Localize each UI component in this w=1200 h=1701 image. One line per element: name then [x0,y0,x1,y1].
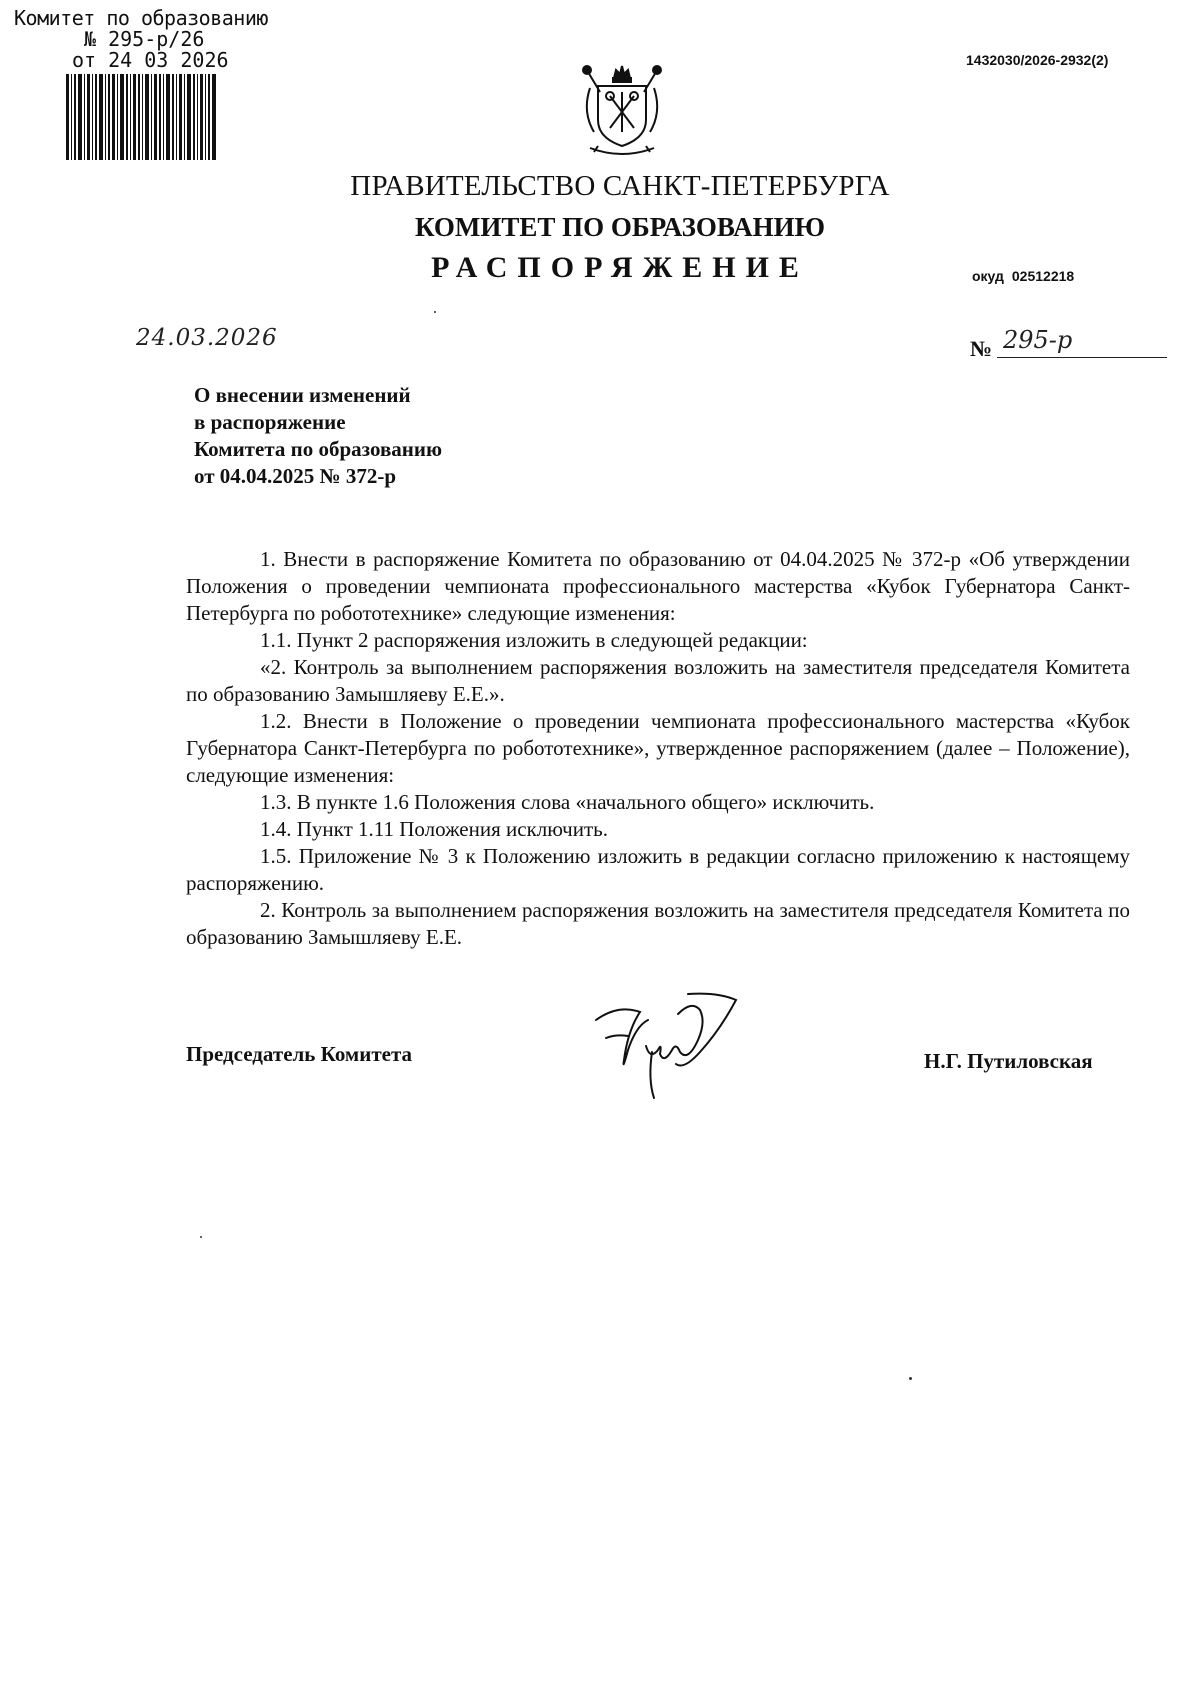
committee-title: КОМИТЕТ ПО ОБРАЗОВАНИЮ [414,212,826,242]
signatory-name: Н.Г. Путиловская [924,1049,1093,1073]
coat-of-arms-icon [576,62,668,162]
okud-label: окуд [972,268,1004,284]
scan-speck [909,1377,912,1380]
subject-line: О внесении изменений [194,383,411,407]
document-subject [194,382,442,490]
paragraph-1: 1. Внести в распоряжение Комитета по образованию от 04.04.2025 № 372-р «Об утверждении Положения о проведении чемпионата профессионального мастерства «Кубок Губернатора Санкт-Петербурга по робототехнике» следующие изменения: [186,547,1130,625]
okud-code [972,268,1074,284]
stamp-date: от 24 03 2026 [72,48,229,72]
handwritten-signature [588,990,748,1100]
document-number: 295-р [1003,326,1073,354]
paragraph-1-1-quote: «2. Контроль за выполнением распоряжения возложить на заместителя председателя Комитета по образованию Замышляеву Е.Е.». [186,655,1130,706]
paragraph-1-2: 1.2. Внести в Положение о проведении чемпионата профессионального мастерства «Кубок Губернатора Санкт-Петербурга по робототехнике», утвержденное распоряжением (далее – Положение), следующие изменения: [186,709,1130,787]
stamp-org: Комитет по образованию [14,6,268,30]
document-date: 24.03.2026 [136,325,278,351]
paragraph-1-4: 1.4. Пункт 1.11 Положения исключить. [260,817,608,841]
paragraph-1-3: 1.3. В пункте 1.6 Положения слова «начального общего» исключить. [260,790,875,814]
signatory-title: Председатель Комитета [186,1042,413,1066]
subject-line: от 04.04.2025 № 372-р [194,464,397,488]
paragraph-1-1: 1.1. Пункт 2 распоряжения изложить в следующей редакции: [260,628,808,652]
subject-line: Комитета по образованию [194,437,443,461]
paragraph-1-5: 1.5. Приложение № 3 к Положению изложить в редакции согласно приложению к настоящему распоряжению. [186,844,1130,895]
document-body [186,546,1130,951]
document-number-label: № [970,336,993,361]
barcode [66,74,218,160]
document-type: РАСПОРЯЖЕНИЕ [431,251,809,284]
number-underline [997,357,1167,358]
subject-line: в распоряжение [194,410,346,434]
government-title: ПРАВИТЕЛЬСТВО САНКТ-ПЕТЕРБУРГА [350,170,890,202]
stamp-number: № 295-р/26 [84,27,205,51]
scan-speck [200,1236,202,1238]
paragraph-2: 2. Контроль за выполнением распоряжения возложить на заместителя председателя Комитета по образованию Замышляеву Е.Е. [186,898,1130,949]
registration-stamp [14,8,268,71]
registration-number: 1432030/2026-2932(2) [966,52,1109,68]
okud-value: 02512218 [1011,268,1075,284]
scan-speck [434,311,436,313]
